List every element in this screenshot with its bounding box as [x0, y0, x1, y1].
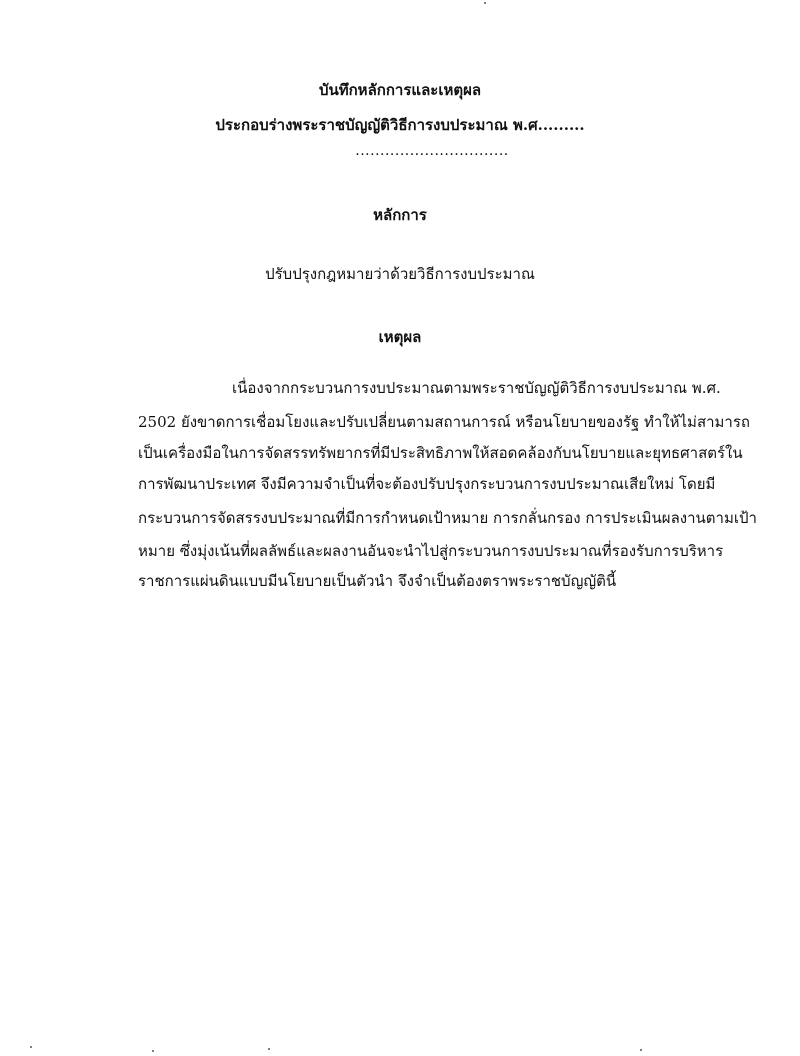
principle-text: ปรับปรุงกฎหมายว่าด้วยวิธีการงบประมาณ — [265, 265, 535, 283]
scan-speck — [268, 1048, 270, 1050]
reason-heading: เหตุผล — [378, 328, 422, 346]
reason-line: หมาย ซึ่งมุ่งเน้นที่ผลลัพธ์และผลงานอันจะนำไปสู่กระบวนการงบประมาณที่รองรับการบริหาร — [138, 542, 724, 560]
scan-speck — [152, 1050, 154, 1052]
scan-speck — [640, 1049, 642, 1051]
reason-line: 2502 ยังขาดการเชื่อมโยงและปรับเปลี่ยนตามสถานการณ์ หรือนโยบายของรัฐ ทำให้ไม่สามารถ — [138, 413, 750, 431]
reason-line: เป็นเครื่องมือในการจัดสรรทรัพยากรที่มีประสิทธิภาพให้สอดคล้องกับนโยบายและยุทธศาสตร์ใน — [138, 444, 743, 462]
principle-heading: หลักการ — [373, 206, 427, 224]
reason-line: เนื่องจากกระบวนการงบประมาณตามพระราชบัญญัติวิธีการงบประมาณ พ.ศ. — [232, 379, 721, 397]
reason-line: ราชการแผ่นดินแบบมีนโยบายเป็นตัวนำ จึงจำเป็นต้องตราพระราชบัญญัตินี้ — [138, 572, 617, 590]
reason-line: การพัฒนาประเทศ จึงมีความจำเป็นที่จะต้องปรับปรุงกระบวนการงบประมาณเสียใหม่ โดยมี — [138, 475, 716, 493]
scan-speck — [484, 2, 486, 4]
scan-speck — [30, 1046, 32, 1048]
reason-line: กระบวนการจัดสรรงบประมาณที่มีการกำหนดเป้าหมาย การกลั่นกรอง การประเมินผลงานตามเป้า — [138, 509, 757, 527]
document-subtitle: ประกอบร่างพระราชบัญญัติวิธีการงบประมาณ พ.ศ......... — [215, 116, 585, 134]
dotted-separator: ............................... — [355, 143, 509, 159]
document-title: บันทึกหลักการและเหตุผล — [318, 81, 482, 99]
